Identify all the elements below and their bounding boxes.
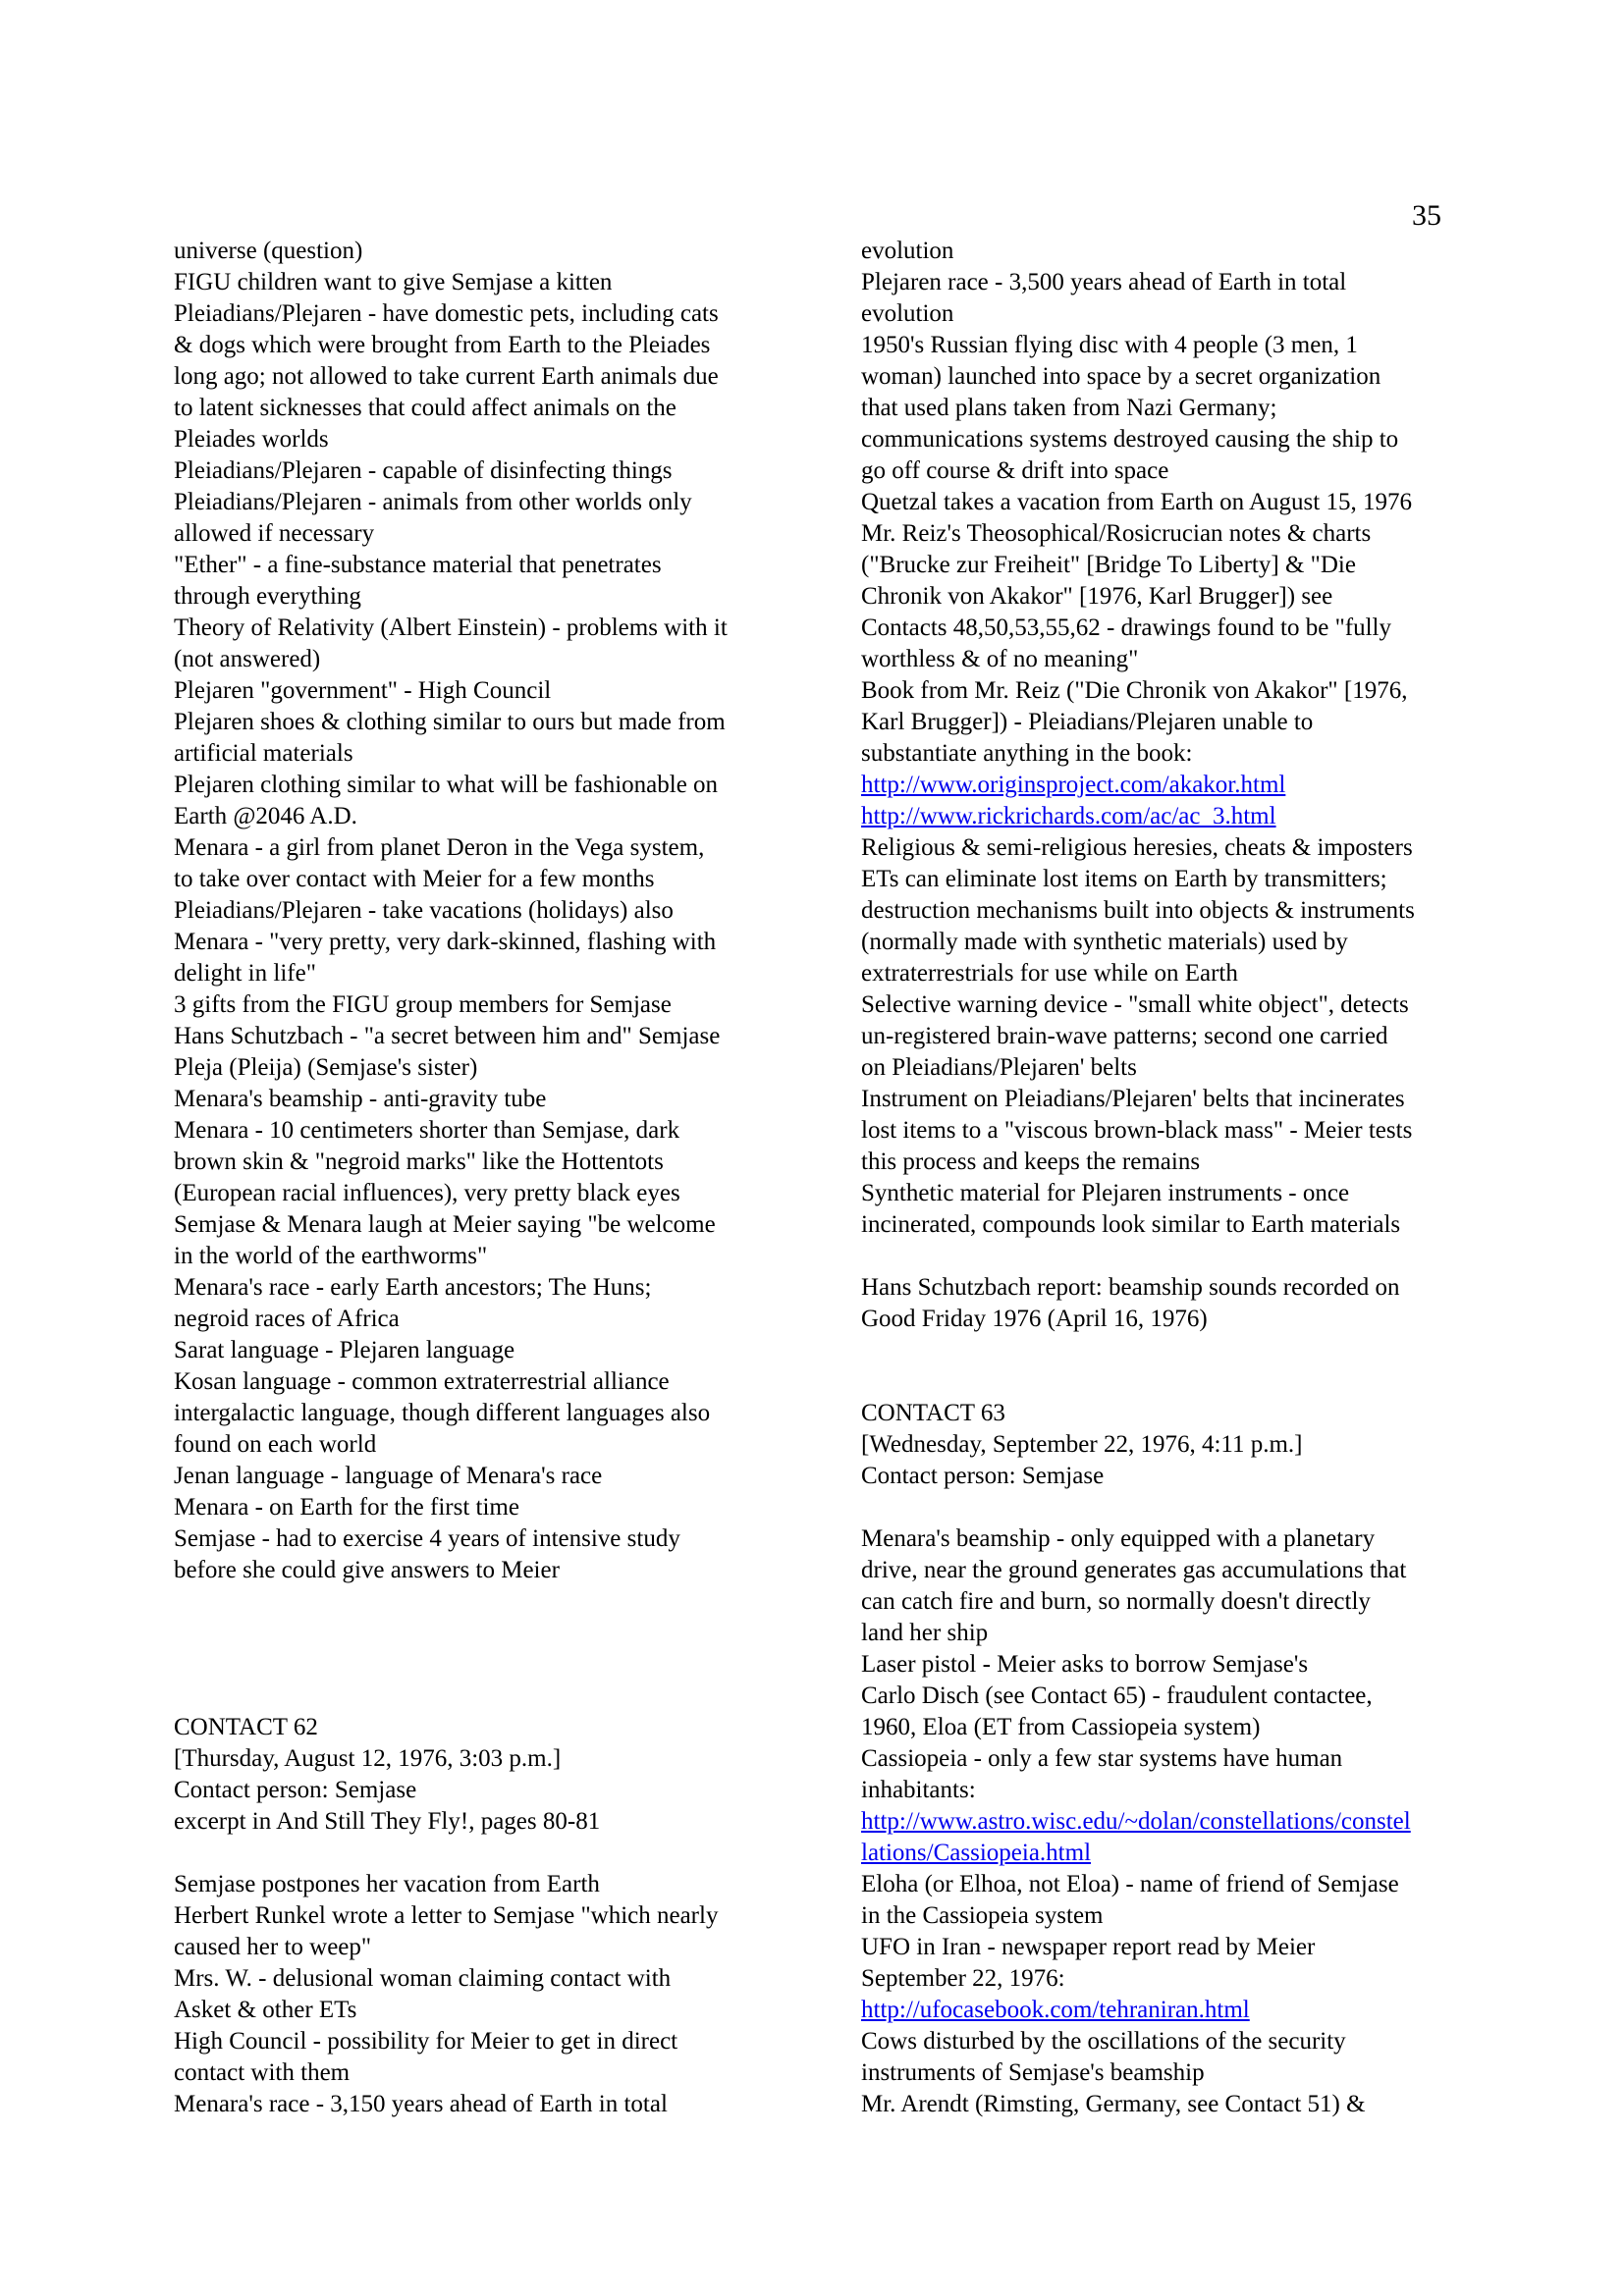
text-line: Carlo Disch (see Contact 65) - fraudulent contactee, xyxy=(861,1682,1373,1709)
text-line: Contact person: Semjase xyxy=(861,1463,1105,1489)
text-line: Mr. Arendt (Rimsting, Germany, see Contact 51) & xyxy=(861,2091,1366,2117)
text-line: "Ether" - a fine-substance material that penetrates xyxy=(174,552,662,578)
hyperlink[interactable]: http://www.rickrichards.com/ac/ac_3.html xyxy=(861,803,1276,829)
text-line: [Wednesday, September 22, 1976, 4:11 p.m.] xyxy=(861,1431,1303,1458)
text-line: land her ship xyxy=(861,1620,989,1646)
text-line: (not answered) xyxy=(174,646,321,672)
text-line: Chronik von Akakor" [1976, Karl Brugger]) see xyxy=(861,583,1333,610)
text-line: Karl Brugger]) - Pleiadians/Plejaren unable to xyxy=(861,709,1314,735)
page-number: 35 xyxy=(1412,199,1441,232)
text-line: [Thursday, August 12, 1976, 3:03 p.m.] xyxy=(174,1745,562,1772)
blank-line xyxy=(174,1681,802,1712)
blank-line xyxy=(174,1838,802,1869)
text-line: Pleiadians/Plejaren - animals from other worlds only xyxy=(174,489,692,515)
text-line: excerpt in And Still They Fly!, pages 80-81 xyxy=(174,1808,601,1835)
text-line: High Council - possibility for Meier to get in direct xyxy=(174,2028,678,2055)
text-line: September 22, 1976: xyxy=(861,1965,1065,1992)
text-line: Plejaren race - 3,500 years ahead of Earth in total xyxy=(861,269,1347,295)
text-line: & dogs which were brought from Earth to the Pleiades xyxy=(174,332,711,358)
blank-line xyxy=(174,1586,802,1618)
text-line: Cassiopeia - only a few star systems have human xyxy=(861,1745,1343,1772)
text-line: Semjase & Menara laugh at Meier saying "be welcome xyxy=(174,1211,716,1238)
text-line: Kosan language - common extraterrestrial alliance xyxy=(174,1368,670,1395)
text-line: incinerated, compounds look similar to Earth materials xyxy=(861,1211,1401,1238)
text-line: brown skin & "negroid marks" like the Hottentots xyxy=(174,1148,664,1175)
text-line: CONTACT 63 xyxy=(861,1400,1005,1426)
text-line: Menara's race - 3,150 years ahead of Earth in total xyxy=(174,2091,668,2117)
blank-line xyxy=(174,1649,802,1681)
text-line: evolution xyxy=(861,238,954,264)
text-line: intergalactic language, though different languages also xyxy=(174,1400,711,1426)
text-line: negroid races of Africa xyxy=(174,1306,400,1332)
text-line: can catch fire and burn, so normally doesn't directly xyxy=(861,1588,1371,1615)
text-line: Hans Schutzbach report: beamship sounds recorded on xyxy=(861,1274,1400,1301)
text-line: that used plans taken from Nazi Germany; xyxy=(861,395,1277,421)
text-line: ETs can eliminate lost items on Earth by transmitters; xyxy=(861,866,1387,892)
text-line: Sarat language - Plejaren language xyxy=(174,1337,515,1363)
text-line: Cows disturbed by the oscillations of the security xyxy=(861,2028,1346,2055)
text-line: contact with them xyxy=(174,2059,351,2086)
hyperlink[interactable]: http://ufocasebook.com/tehraniran.html xyxy=(861,1997,1250,2023)
text-line: Pleiadians/Plejaren - capable of disinfecting things xyxy=(174,457,673,484)
text-line: go off course & drift into space xyxy=(861,457,1169,484)
text-line: to take over contact with Meier for a few months xyxy=(174,866,655,892)
text-line: Semjase postpones her vacation from Earth xyxy=(174,1871,600,1897)
text-line: Menara - a girl from planet Deron in the Vega system, xyxy=(174,834,705,861)
text-line: Earth @2046 A.D. xyxy=(174,803,357,829)
text-line: Instrument on Pleiadians/Plejaren' belts that incinerates xyxy=(861,1086,1405,1112)
text-line: Plejaren "government" - High Council xyxy=(174,677,552,704)
text-line: Book from Mr. Reiz ("Die Chronik von Akakor" [1976, xyxy=(861,677,1408,704)
text-line: Good Friday 1976 (April 16, 1976) xyxy=(861,1306,1208,1332)
text-line: Mr. Reiz's Theosophical/Rosicrucian notes & charts xyxy=(861,520,1372,547)
text-line: Plejaren clothing similar to what will be fashionable on xyxy=(174,772,719,798)
text-line: extraterrestrials for use while on Earth xyxy=(861,960,1238,987)
text-line: Hans Schutzbach - "a secret between him and" Semjase xyxy=(174,1023,721,1049)
text-line: Menara - on Earth for the first time xyxy=(174,1494,519,1521)
text-line: artificial materials xyxy=(174,740,353,767)
text-line: in the Cassiopeia system xyxy=(861,1902,1104,1929)
text-line: allowed if necessary xyxy=(174,520,375,547)
text-line: Mrs. W. - delusional woman claiming contact with xyxy=(174,1965,672,1992)
text-line: Selective warning device - "small white object", detects xyxy=(861,991,1409,1018)
text-line: drive, near the ground generates gas accumulations that xyxy=(861,1557,1407,1583)
text-line: caused her to weep" xyxy=(174,1934,372,1960)
blank-line xyxy=(861,1241,1499,1272)
blank-line xyxy=(174,1618,802,1649)
text-line: found on each world xyxy=(174,1431,377,1458)
text-line: Contact person: Semjase xyxy=(174,1777,417,1803)
text-line: Theory of Relativity (Albert Einstein) - problems with it xyxy=(174,614,728,641)
text-line: delight in life" xyxy=(174,960,316,987)
text-line: destruction mechanisms built into objects & instruments xyxy=(861,897,1415,924)
text-line: Menara's race - early Earth ancestors; The Huns; xyxy=(174,1274,652,1301)
text-line: Contacts 48,50,53,55,62 - drawings found to be "fully xyxy=(861,614,1392,641)
blank-line xyxy=(861,1335,1499,1366)
text-line: Eloha (or Elhoa, not Eloa) - name of friend of Semjase xyxy=(861,1871,1399,1897)
text-line: worthless & of no meaning" xyxy=(861,646,1139,672)
text-line: Asket & other ETs xyxy=(174,1997,357,2023)
text-line: Pleiades worlds xyxy=(174,426,329,453)
text-line: (normally made with synthetic materials) used by xyxy=(861,929,1348,955)
text-line: universe (question) xyxy=(174,238,363,264)
text-line: through everything xyxy=(174,583,361,610)
hyperlink[interactable]: lations/Cassiopeia.html xyxy=(861,1840,1092,1866)
text-line: instruments of Semjase's beamship xyxy=(861,2059,1205,2086)
right-column xyxy=(861,236,1499,2120)
text-line: 3 gifts from the FIGU group members for Semjase xyxy=(174,991,672,1018)
text-line: woman) launched into space by a secret organization xyxy=(861,363,1381,390)
text-line: UFO in Iran - newspaper report read by Meier xyxy=(861,1934,1316,1960)
text-line: Menara's beamship - only equipped with a planetary xyxy=(861,1525,1376,1552)
hyperlink[interactable]: http://www.astro.wisc.edu/~dolan/constellations/constel xyxy=(861,1808,1411,1835)
text-line: Plejaren shoes & clothing similar to ours but made from xyxy=(174,709,726,735)
text-line: Pleiadians/Plejaren - have domestic pets, including cats xyxy=(174,300,719,327)
text-line: Menara - 10 centimeters shorter than Semjase, dark xyxy=(174,1117,680,1144)
text-line: Pleiadians/Plejaren - take vacations (holidays) also xyxy=(174,897,674,924)
text-line: 1960, Eloa (ET from Cassiopeia system) xyxy=(861,1714,1261,1740)
text-line: FIGU children want to give Semjase a kitten xyxy=(174,269,613,295)
text-line: communications systems destroyed causing the ship to xyxy=(861,426,1399,453)
text-line: on Pleiadians/Plejaren' belts xyxy=(861,1054,1137,1081)
text-line: lost items to a "viscous brown-black mass" - Meier tests xyxy=(861,1117,1413,1144)
text-line: substantiate anything in the book: xyxy=(861,740,1193,767)
text-line: before she could give answers to Meier xyxy=(174,1557,560,1583)
text-line: Menara's beamship - anti-gravity tube xyxy=(174,1086,547,1112)
text-line: CONTACT 62 xyxy=(174,1714,318,1740)
blank-line xyxy=(861,1492,1499,1523)
text-line: evolution xyxy=(861,300,954,327)
text-line: inhabitants: xyxy=(861,1777,976,1803)
text-line: this process and keeps the remains xyxy=(861,1148,1201,1175)
text-line: in the world of the earthworms" xyxy=(174,1243,488,1269)
text-line: Laser pistol - Meier asks to borrow Semjase's xyxy=(861,1651,1309,1678)
text-line: ("Brucke zur Freiheit" [Bridge To Liberty] & "Die xyxy=(861,552,1356,578)
text-line: Menara - "very pretty, very dark-skinned, flashing with xyxy=(174,929,717,955)
text-line: long ago; not allowed to take current Earth animals due xyxy=(174,363,719,390)
text-line: Herbert Runkel wrote a letter to Semjase "which nearly xyxy=(174,1902,719,1929)
hyperlink[interactable]: http://www.originsproject.com/akakor.html xyxy=(861,772,1286,798)
text-line: Synthetic material for Plejaren instruments - once xyxy=(861,1180,1350,1206)
text-line: Semjase - had to exercise 4 years of intensive study xyxy=(174,1525,680,1552)
text-line: (European racial influences), very pretty black eyes xyxy=(174,1180,680,1206)
text-line: 1950's Russian flying disc with 4 people (3 men, 1 xyxy=(861,332,1358,358)
text-line: Pleja (Pleija) (Semjase's sister) xyxy=(174,1054,478,1081)
text-line: un-registered brain-wave patterns; second one carried xyxy=(861,1023,1388,1049)
blank-line xyxy=(861,1366,1499,1398)
text-line: Religious & semi-religious heresies, cheats & imposters xyxy=(861,834,1413,861)
text-line: Quetzal takes a vacation from Earth on August 15, 1976 xyxy=(861,489,1412,515)
left-column xyxy=(174,236,802,2120)
text-line: Jenan language - language of Menara's race xyxy=(174,1463,603,1489)
text-line: to latent sicknesses that could affect animals on the xyxy=(174,395,677,421)
